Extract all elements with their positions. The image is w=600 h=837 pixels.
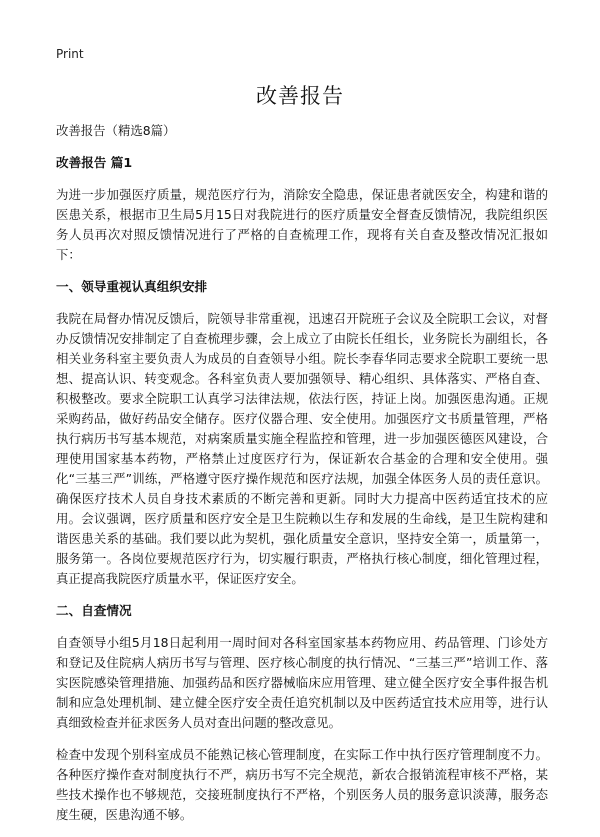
section-1-paragraph: 我院在局督办情况反馈后，院领导非常重视，迅速召开院班子会议及全院职工会议，对督办反馈情况安排制定了自查梳理步骤，会上成立了由院长任组长，业务院长为副组长，各相关业务科室主要负责人为成员的自查领导小组。院长李春华同志要求全院职工要统一思想、提高认识、转变观念。各科室负责人要加强领导、精心组织、具体落实、严格自查、积极整改。要求全院职工认真学习法律法规，依法行医，持证上岗。加强医患沟通。正规采购药品，做好药品安全储存。医疗仪器合理、安全使用。加强医疗文书质量管理，严格执行病历书写基本规范，对病案质量实施全程监控和管理，进一步加强医德医风建设，合理使用国家基本药物，严格禁止过度医疗行为，保证新农合基金的合理和安全使用。强化“三基三严”训练，严格遵守医疗操作规范和医疗法规，加强全体医务人员的责任意识。确保医疗技术人员自身技术素质的不断完善和更新。同时大力提高中医药适宜技术的应用。会议强调，医疗质量和医疗安全是卫生院赖以生存和发展的生命线，是卫生院构建和谐医患关系的基础。我们要以此为契机，强化质量安全意识，坚持安全第一，质量第一，服务第一。各岗位要规范医疗行为，切实履行职责，严格执行核心制度，细化管理过程，真正提高我院医疗质量水平，保证医疗安全。 [56,311,548,586]
print-link[interactable]: Print [56,47,84,61]
section-2-heading: 二、自查情况 [56,603,132,618]
document-subtitle: 改善报告（精选8篇） [56,123,176,138]
document-title: 改善报告 [256,84,344,108]
document-body [56,121,548,837]
chapter-heading: 改善报告 篇1 [56,155,133,170]
section-2-paragraph-2: 检查中发现个别科室成员不能熟记核心管理制度，在实际工作中执行医疗管理制度不力。各种医疗操作查对制度执行不严，病历书写不完全规范，新农合报销流程审核不严格，某些技术操作也不够规范，交接班制度执行不严格，个别医务人员的服务意识淡薄，服务态度生硬，医患沟通不够。 [56,747,548,822]
section-2-paragraph-1: 自查领导小组5月18日起利用一周时间对各科室国家基本药物应用、药品管理、门诊处方和登记及住院病人病历书写与管理、医疗核心制度的执行情况、“三基三严”培训工作、落实医院感染管理措施、加强药品和医疗器械临床应用管理、建立健全医疗安全事件报告机制和应急处理机制、建立健全医疗安全责任追究机制以及中医药适宜技术应用等，进行认真细致检查并征求医务人员对查出问题的整改意见。 [56,635,548,730]
intro-paragraph: 为进一步加强医疗质量，规范医疗行为，消除安全隐患，保证患者就医安全，构建和谐的医患关系，根据市卫生局5月15日对我院进行的医疗质量安全督查反馈情况，我院组织医务人员再次对照反馈情况进行了严格的自查梳理工作，现将有关自查及整改情况汇报如下： [56,187,548,262]
section-1-heading: 一、领导重视认真组织安排 [56,279,208,294]
